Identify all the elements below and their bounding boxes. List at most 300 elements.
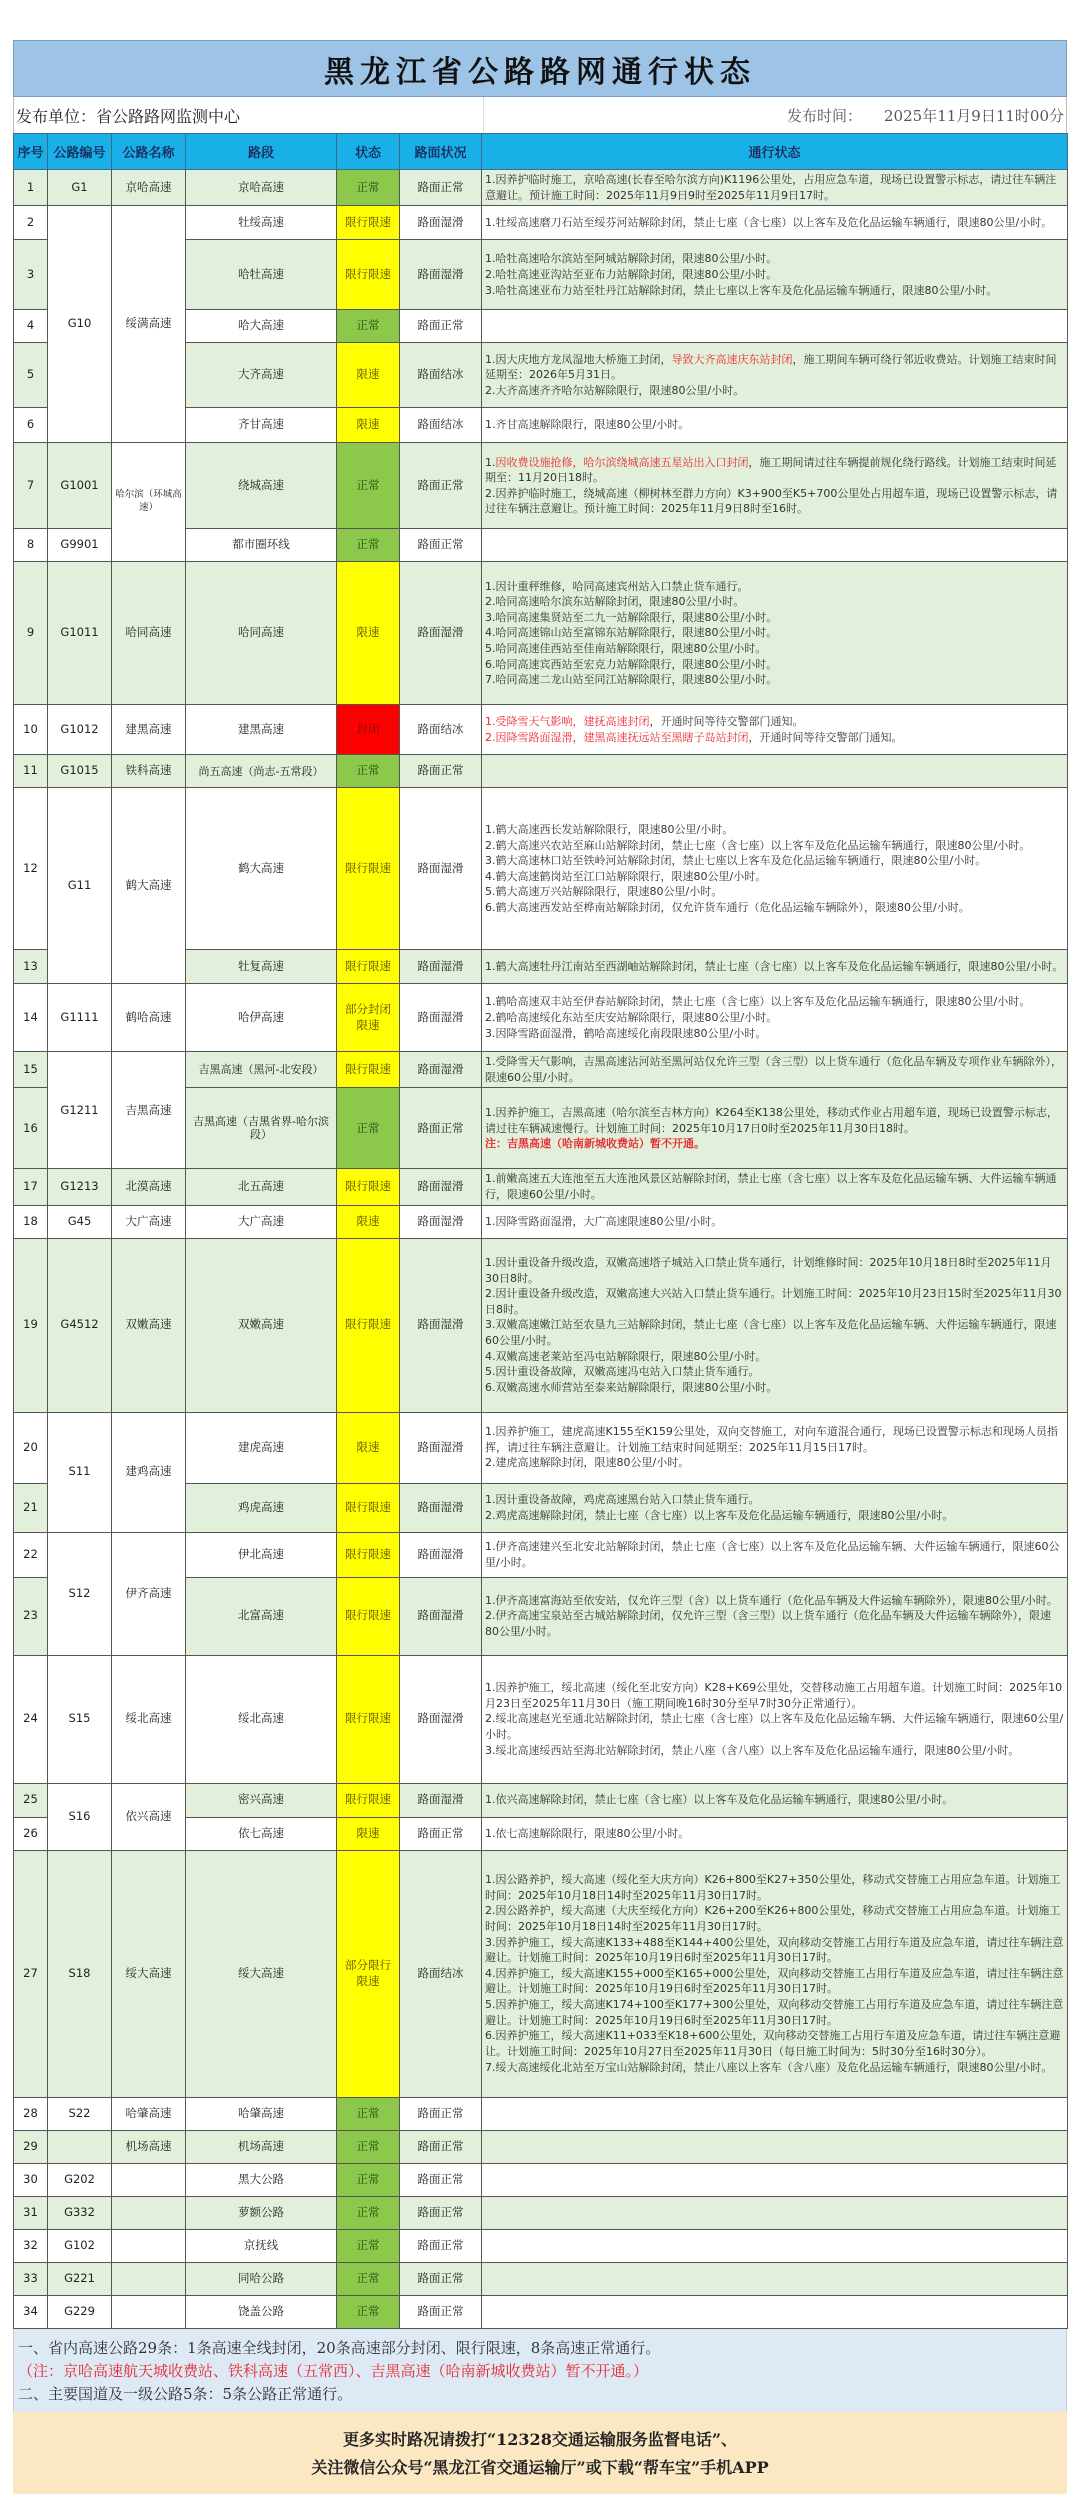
note-line: 1.哈牡高速哈尔滨站至阿城站解除封闭，限速80公里/小时。 bbox=[485, 252, 778, 266]
traffic-notes bbox=[482, 2295, 1068, 2328]
traffic-notes bbox=[482, 705, 1068, 755]
status-badge: 正常 bbox=[337, 1088, 400, 1169]
table-row bbox=[14, 1412, 1068, 1483]
traffic-notes bbox=[482, 1655, 1068, 1783]
status-badge: 限速 bbox=[337, 1412, 400, 1483]
surface-condition: 路面结冰 bbox=[400, 343, 482, 408]
note-text: ，施工期间车辆可绕行邻近收费站。计划施工结束时间延期至：2026年5月31日。 bbox=[485, 352, 1057, 382]
row-no: 19 bbox=[14, 1238, 48, 1412]
road-section: 鹤大高速 bbox=[186, 788, 337, 950]
road-code: G1015 bbox=[48, 755, 112, 788]
road-name: 铁科高速 bbox=[112, 755, 186, 788]
footer-wechat-app: 关注微信公众号“黑龙江省交通运输厅”或下载“帮车宝”手机APP bbox=[311, 2458, 769, 2478]
publish-time-value: 2025年11月9日11时00分 bbox=[884, 106, 1064, 125]
note-highlight: 导致大齐高速庆东站封闭 bbox=[671, 352, 793, 366]
surface-condition: 路面正常 bbox=[400, 2295, 482, 2328]
table-row bbox=[14, 755, 1068, 788]
table-row bbox=[14, 2097, 1068, 2130]
status-badge: 部分限行限速 bbox=[337, 1850, 400, 2097]
road-section: 双嫩高速 bbox=[186, 1238, 337, 1412]
table-row bbox=[14, 562, 1068, 705]
road-code: G1012 bbox=[48, 705, 112, 755]
note-text: ，施工期间请过往车辆提前规化绕行路线。计划施工结束时间延期至：11月20日18时。 bbox=[485, 455, 1057, 485]
table-row bbox=[14, 1532, 1068, 1577]
road-name bbox=[112, 2163, 186, 2196]
row-no: 24 bbox=[14, 1655, 48, 1783]
road-section: 黑大公路 bbox=[186, 2163, 337, 2196]
traffic-notes bbox=[482, 2163, 1068, 2196]
note-line: 2.因计重设备升级改造，双嫩高速大兴站入口禁止货车通行。计划施工时间：2025年10月23日15时至2025年11月30日8时。 bbox=[485, 1287, 1062, 1316]
note-line: 1.受降雪天气影响，吉黑高速沾河站至黑河站仅允许三型（含三型）以上货车通行（危化品车辆及专项作业车辆除外），限速60公里/小时。 bbox=[485, 1055, 1062, 1084]
surface-condition: 路面湿滑 bbox=[400, 1783, 482, 1817]
road-status-table bbox=[13, 133, 1068, 2329]
row-no: 12 bbox=[14, 788, 48, 950]
surface-condition: 路面湿滑 bbox=[400, 950, 482, 984]
note-line: 4.双嫩高速老莱站至冯屯站解除限行，限速80公里/小时。 bbox=[485, 1349, 767, 1363]
traffic-notes bbox=[482, 343, 1068, 408]
road-section: 哈伊高速 bbox=[186, 984, 337, 1052]
note-line: 1.鹤大高速西长发站解除限行，限速80公里/小时。 bbox=[485, 822, 734, 836]
row-no: 6 bbox=[14, 408, 48, 443]
note-line: 6.哈同高速宾西站至宏克力站解除限行，限速80公里/小时。 bbox=[485, 657, 778, 671]
status-badge: 限行限速 bbox=[337, 1655, 400, 1783]
note-line: 1.因养护施工，建虎高速K155至K159公里处，双向交替施工，对向车道混合通行，现场已设置警示标志和现场人员指挥，请过往车辆注意避让。计划施工结束时间延期至：2025年11月15日17时。 bbox=[485, 1425, 1058, 1454]
surface-condition: 路面正常 bbox=[400, 2097, 482, 2130]
surface-condition: 路面湿滑 bbox=[400, 206, 482, 240]
status-badge: 限行限速 bbox=[337, 950, 400, 984]
status-badge: 封闭 bbox=[337, 705, 400, 755]
surface-condition: 路面湿滑 bbox=[400, 1238, 482, 1412]
note-line bbox=[485, 455, 1064, 486]
road-name: 机场高速 bbox=[112, 2130, 186, 2163]
table-row bbox=[14, 2229, 1068, 2262]
col-header-notes: 通行状态 bbox=[482, 134, 1068, 170]
road-section: 绥北高速 bbox=[186, 1655, 337, 1783]
road-section: 伊北高速 bbox=[186, 1532, 337, 1577]
table-row bbox=[14, 1850, 1068, 2097]
status-badge: 限行限速 bbox=[337, 1052, 400, 1088]
note-line: 5.哈同高速佳西站至佳南站解除限行，限速80公里/小时。 bbox=[485, 642, 767, 656]
row-no: 34 bbox=[14, 2295, 48, 2328]
road-section: 齐甘高速 bbox=[186, 408, 337, 443]
road-section: 依七高速 bbox=[186, 1817, 337, 1850]
note-line: 1.因公路养护，绥大高速（绥化至大庆方向）K26+800至K27+350公里处，移动式交替施工占用应急车道。计划施工时间：2025年10月18日14时至2025年11月30日17时。 bbox=[485, 1873, 1061, 1902]
surface-condition: 路面湿滑 bbox=[400, 1412, 482, 1483]
traffic-notes bbox=[482, 443, 1068, 529]
note-text: 1. bbox=[485, 455, 496, 469]
road-section: 萝额公路 bbox=[186, 2196, 337, 2229]
col-header-status: 状态 bbox=[337, 134, 400, 170]
note-line: 7.哈同高速二龙山站至同江站解除限行，限速80公里/小时。 bbox=[485, 673, 778, 687]
summary-expressway: 一、省内高速公路29条：1条高速全线封闭，20条高速部分封闭、限行限速，8条高速正常通行。 bbox=[18, 2338, 661, 2357]
table-row bbox=[14, 1238, 1068, 1412]
row-no: 25 bbox=[14, 1783, 48, 1817]
status-badge: 限速 bbox=[337, 562, 400, 705]
note-line: 1.伊齐高速富海站至依安站，仅允许三型（含）以上货车通行（危化品车辆及大件运输车辆除外），限速80公里/小时。 bbox=[485, 1593, 1058, 1607]
traffic-notes bbox=[482, 240, 1068, 310]
road-code: G221 bbox=[48, 2262, 112, 2295]
road-name: 绥大高速 bbox=[112, 1850, 186, 2097]
note-line: 7.绥大高速绥化北站至万宝山站解除封闭，禁止八座以上客车（含八座）及危化品运输车辆通行，限速80公里/小时。 bbox=[485, 2060, 1053, 2074]
surface-condition: 路面正常 bbox=[400, 443, 482, 529]
status-badge: 限行限速 bbox=[337, 1783, 400, 1817]
traffic-notes bbox=[482, 1169, 1068, 1205]
road-name: 哈肇高速 bbox=[112, 2097, 186, 2130]
note-line: 2.哈同高速哈尔滨东站解除封闭，限速80公里/小时。 bbox=[485, 595, 745, 609]
surface-condition: 路面正常 bbox=[400, 529, 482, 562]
traffic-notes bbox=[482, 1238, 1068, 1412]
road-section: 哈肇高速 bbox=[186, 2097, 337, 2130]
surface-condition: 路面正常 bbox=[400, 2262, 482, 2295]
surface-condition: 路面湿滑 bbox=[400, 1577, 482, 1655]
surface-condition: 路面正常 bbox=[400, 170, 482, 206]
traffic-notes bbox=[482, 755, 1068, 788]
traffic-notes bbox=[482, 529, 1068, 562]
col-header-no: 序号 bbox=[14, 134, 48, 170]
row-no: 29 bbox=[14, 2130, 48, 2163]
status-badge: 正常 bbox=[337, 2097, 400, 2130]
note-line: 2.鹤大高速兴农站至麻山站解除封闭，禁止七座（含七座）以上客车及危化品运输车辆通行，限速80公里/小时。 bbox=[485, 838, 1031, 852]
row-no: 5 bbox=[14, 343, 48, 408]
table-row bbox=[14, 2262, 1068, 2295]
row-no: 3 bbox=[14, 240, 48, 310]
note-line: 2.鸡虎高速解除封闭，禁止七座（含七座）以上客车及危化品运输车辆通行，限速80公里/小时。 bbox=[485, 1508, 954, 1522]
row-no: 9 bbox=[14, 562, 48, 705]
table-row bbox=[14, 170, 1068, 206]
note-line: 6.双嫩高速水师营站至泰来站解除限行，限速80公里/小时。 bbox=[485, 1380, 778, 1394]
road-code: G4512 bbox=[48, 1238, 112, 1412]
status-badge: 限行限速 bbox=[337, 240, 400, 310]
note-line: 3.鹤大高速林口站至铁岭河站解除封闭，禁止七座以上客车及危化品运输车辆通行，限速80公里/小时。 bbox=[485, 854, 987, 868]
road-name: 建黑高速 bbox=[112, 705, 186, 755]
note-text: ，开通时间等待交警部门通知。 bbox=[649, 715, 804, 729]
road-name: 鹤大高速 bbox=[112, 788, 186, 984]
note-line: 2.伊齐高速宝泉站至古城站解除封闭，仅允许三型（含三型）以上货车通行（危化品车辆及大件运输车辆除外），限速80公里/小时。 bbox=[485, 1609, 1051, 1638]
road-section: 鸡虎高速 bbox=[186, 1483, 337, 1532]
status-badge: 限行限速 bbox=[337, 1483, 400, 1532]
summary-closure-note: （注：京哈高速航天城收费站、铁科高速（五常西）、吉黑高速（哈南新城收费站）暂不开通。） bbox=[18, 2361, 649, 2380]
publisher-row bbox=[13, 97, 1067, 133]
row-no: 16 bbox=[14, 1088, 48, 1169]
road-code: S11 bbox=[48, 1412, 112, 1532]
road-section: 京哈高速 bbox=[186, 170, 337, 206]
note-line: 4.哈同高速锦山站至富锦东站解除限行，限速80公里/小时。 bbox=[485, 626, 778, 640]
note-line: 4.鹤大高速鹤岗站至江口站解除限行，限速80公里/小时。 bbox=[485, 869, 767, 883]
traffic-notes bbox=[482, 1817, 1068, 1850]
status-badge: 正常 bbox=[337, 2229, 400, 2262]
col-header-code: 公路编号 bbox=[48, 134, 112, 170]
road-name: 哈尔滨（环城高速） bbox=[112, 443, 186, 562]
traffic-notes bbox=[482, 2262, 1068, 2295]
road-section: 哈同高速 bbox=[186, 562, 337, 705]
road-code: S12 bbox=[48, 1532, 112, 1655]
row-no: 13 bbox=[14, 950, 48, 984]
road-code: G10 bbox=[48, 206, 112, 443]
row-no: 32 bbox=[14, 2229, 48, 2262]
road-name: 北漠高速 bbox=[112, 1169, 186, 1205]
note-line: 1.因养护施工，吉黑高速（哈尔滨至吉林方向）K264至K138公里处，移动式作业占用超车道，现场已设置警示标志，请过往车辆减速慢行。计划施工时间：2025年10月17日0时至2025年11月30日18时。 bbox=[485, 1106, 1058, 1135]
status-badge: 正常 bbox=[337, 755, 400, 788]
row-no: 18 bbox=[14, 1205, 48, 1238]
note-line: 3.因养护施工，绥大高速K133+488至K144+400公里处，双向移动交替施工占用行车道及应急车道，请过往车辆注意避让。计划施工时间：2025年10月19日6时至2025年11月30日17时。 bbox=[485, 1935, 1064, 1965]
road-name: 吉黑高速 bbox=[112, 1052, 186, 1169]
note-line: 1.依七高速解除限行，限速80公里/小时。 bbox=[485, 1826, 690, 1840]
note-line: 5.鹤大高速万兴站解除限行，限速80公里/小时。 bbox=[485, 885, 723, 899]
note-line: 1.前嫩高速五大连池至五大连池风景区站解除封闭，禁止七座（含七座）以上客车及危化品运输车辆、大件运输车辆通行，限速60公里/小时。 bbox=[485, 1172, 1057, 1202]
traffic-notes bbox=[482, 562, 1068, 705]
road-section: 牡复高速 bbox=[186, 950, 337, 984]
note-line: 2.哈牡高速亚沟站至亚布力站解除封闭，限速80公里/小时。 bbox=[485, 267, 778, 281]
table-row bbox=[14, 2295, 1068, 2328]
status-badge: 部分封闭限速 bbox=[337, 984, 400, 1052]
table-row bbox=[14, 705, 1068, 755]
surface-condition: 路面正常 bbox=[400, 2130, 482, 2163]
road-name bbox=[112, 2196, 186, 2229]
road-code: G11 bbox=[48, 788, 112, 984]
note-line: 3.因降雪路面湿滑，鹤哈高速绥化南段限速80公里/小时。 bbox=[485, 1026, 767, 1040]
note-line bbox=[485, 352, 1064, 383]
surface-condition: 路面正常 bbox=[400, 2229, 482, 2262]
road-code: G1 bbox=[48, 170, 112, 206]
table-row bbox=[14, 443, 1068, 529]
road-section: 同哈公路 bbox=[186, 2262, 337, 2295]
traffic-notes bbox=[482, 2130, 1068, 2163]
row-no: 20 bbox=[14, 1412, 48, 1483]
table-row bbox=[14, 1169, 1068, 1205]
traffic-notes bbox=[482, 1205, 1068, 1238]
road-name: 依兴高速 bbox=[112, 1783, 186, 1850]
note-text: 1.因大庆地方龙凤湿地大桥施工封闭， bbox=[485, 352, 672, 366]
note-line: 5.因计重设备故障，双嫩高速冯屯站入口禁止货车通行。 bbox=[485, 1365, 760, 1379]
publish-time bbox=[484, 97, 1066, 133]
row-no: 14 bbox=[14, 984, 48, 1052]
surface-condition: 路面正常 bbox=[400, 2163, 482, 2196]
status-badge: 限速 bbox=[337, 343, 400, 408]
note-line: 1.因养护临时施工，京哈高速(长春至哈尔滨方向)K1196公里处，占用应急车道，现场已设置警示标志，请过往车辆注意避让。预计施工时间：2025年11月9日9时至2025年11月9日17时。 bbox=[485, 173, 1057, 202]
col-header-section: 路段 bbox=[186, 134, 337, 170]
note-line: 1.因养护施工，绥北高速（绥化至北安方向）K28+K69公里处，交替移动施工占用超车道。计划施工时间：2025年10月23日至2025年11月30日（施工期间晚16时30分至早7时30分正常通行）。 bbox=[485, 1681, 1063, 1710]
note-line: 1.伊齐高速建兴至北安北站解除封闭，禁止七座（含七座）以上客车及危化品运输车辆、大件运输车辆通行，限速60公里/小时。 bbox=[485, 1540, 1060, 1569]
surface-condition: 路面湿滑 bbox=[400, 1532, 482, 1577]
row-no: 17 bbox=[14, 1169, 48, 1205]
traffic-notes bbox=[482, 1783, 1068, 1817]
note-line: 2.大齐高速齐齐哈尔站解除限行，限速80公里/小时。 bbox=[485, 384, 745, 398]
surface-condition: 路面正常 bbox=[400, 1088, 482, 1169]
status-badge: 正常 bbox=[337, 529, 400, 562]
note-line: 1.鹤哈高速双丰站至伊春站解除封闭，禁止七座（含七座）以上客车及危化品运输车辆通行，限速80公里/小时。 bbox=[485, 995, 1031, 1009]
col-header-surface: 路面状况 bbox=[400, 134, 482, 170]
traffic-notes bbox=[482, 950, 1068, 984]
row-no: 28 bbox=[14, 2097, 48, 2130]
row-no: 8 bbox=[14, 529, 48, 562]
note-line: 4.因养护施工，绥大高速K155+000至K165+000公里处，双向移动交替施工占用行车道及应急车道，请过往车辆注意避让。计划施工时间：2025年10月19日6时至2025年11月30日17时。 bbox=[485, 1966, 1064, 1996]
traffic-notes bbox=[482, 984, 1068, 1052]
traffic-notes bbox=[482, 408, 1068, 443]
row-no: 21 bbox=[14, 1483, 48, 1532]
row-no: 27 bbox=[14, 1850, 48, 2097]
note-line bbox=[485, 714, 1064, 730]
row-no: 33 bbox=[14, 2262, 48, 2295]
road-name bbox=[112, 2295, 186, 2328]
surface-condition: 路面结冰 bbox=[400, 1850, 482, 2097]
table-row bbox=[14, 2163, 1068, 2196]
status-badge: 限速 bbox=[337, 1817, 400, 1850]
surface-condition: 路面湿滑 bbox=[400, 1655, 482, 1783]
summary-national-roads: 二、主要国道及一级公路5条：5条公路正常通行。 bbox=[18, 2385, 353, 2404]
road-code: G202 bbox=[48, 2163, 112, 2196]
traffic-notes bbox=[482, 1850, 1068, 2097]
road-name: 京哈高速 bbox=[112, 170, 186, 206]
row-no: 1 bbox=[14, 170, 48, 206]
traffic-notes bbox=[482, 1088, 1068, 1169]
road-code: S22 bbox=[48, 2097, 112, 2130]
row-no: 2 bbox=[14, 206, 48, 240]
table-row bbox=[14, 788, 1068, 950]
road-name: 哈同高速 bbox=[112, 562, 186, 705]
note-line: 2.鹤哈高速绥化东站至庆安站解除限行，限速80公里/小时。 bbox=[485, 1010, 778, 1024]
table-row bbox=[14, 1205, 1068, 1238]
road-section: 吉黑高速（黑河-北安段） bbox=[186, 1052, 337, 1088]
table-row bbox=[14, 984, 1068, 1052]
road-section: 吉黑高速（吉黑省界-哈尔滨段） bbox=[186, 1088, 337, 1169]
road-section: 绥大高速 bbox=[186, 1850, 337, 2097]
note-line: 2.建虎高速解除封闭，限速80公里/小时。 bbox=[485, 1456, 690, 1470]
traffic-notes bbox=[482, 1577, 1068, 1655]
road-code: G229 bbox=[48, 2295, 112, 2328]
note-line: 3.绥北高速绥西站至海北站解除封闭，禁止八座（含八座）以上客车及危化品运输车通行，限速80公里/小时。 bbox=[485, 1743, 1020, 1757]
status-badge: 限行限速 bbox=[337, 1532, 400, 1577]
road-code: G1011 bbox=[48, 562, 112, 705]
note-highlight: 受降雪天气影响，建抚高速封闭 bbox=[495, 715, 650, 729]
table-row bbox=[14, 1052, 1068, 1088]
traffic-notes bbox=[482, 1412, 1068, 1483]
note-line: 3.哈同高速集贤站至二九一站解除限行，限速80公里/小时。 bbox=[485, 610, 778, 624]
status-badge: 限行限速 bbox=[337, 206, 400, 240]
footer-hotline: 更多实时路况请拨打“12328交通运输服务监督电话”、 bbox=[342, 2430, 738, 2450]
status-badge: 正常 bbox=[337, 2163, 400, 2196]
road-name: 绥北高速 bbox=[112, 1655, 186, 1783]
closure-note: 注：吉黑高速（哈南新城收费站）暂不开通。 bbox=[485, 1137, 705, 1151]
road-section: 北五高速 bbox=[186, 1169, 337, 1205]
row-no: 30 bbox=[14, 2163, 48, 2196]
traffic-status-sheet bbox=[13, 40, 1067, 2494]
traffic-notes bbox=[482, 1483, 1068, 1532]
surface-condition: 路面湿滑 bbox=[400, 1483, 482, 1532]
row-no: 4 bbox=[14, 310, 48, 343]
status-badge: 正常 bbox=[337, 2196, 400, 2229]
road-code bbox=[48, 2130, 112, 2163]
road-section: 绕城高速 bbox=[186, 443, 337, 529]
road-code: S16 bbox=[48, 1783, 112, 1850]
road-code: G1211 bbox=[48, 1052, 112, 1169]
row-no: 7 bbox=[14, 443, 48, 529]
row-no: 10 bbox=[14, 705, 48, 755]
status-badge: 正常 bbox=[337, 2262, 400, 2295]
note-line: 1.鹤大高速牡丹江南站至西湖岫站解除封闭，禁止七座（含七座）以上客车及危化品运输车辆通行，限速80公里/小时。 bbox=[485, 959, 1064, 973]
note-line: 1.因计重设备升级改造，双嫩高速塔子城站入口禁止货车通行，计划维修时间：2025年10月18日8时至2025年11月30日8时。 bbox=[485, 1255, 1052, 1285]
road-code: S15 bbox=[48, 1655, 112, 1783]
surface-condition: 路面结冰 bbox=[400, 705, 482, 755]
note-line: 1.因降雪路面湿滑，大广高速限速80公里/小时。 bbox=[485, 1214, 723, 1228]
page-title: 黑龙江省公路路网通行状态 bbox=[324, 54, 756, 90]
road-name: 伊齐高速 bbox=[112, 1532, 186, 1655]
table-row bbox=[14, 2196, 1068, 2229]
road-section: 大广高速 bbox=[186, 1205, 337, 1238]
note-line: 1.齐甘高速解除限行，限速80公里/小时。 bbox=[485, 418, 690, 432]
road-name bbox=[112, 2262, 186, 2295]
road-code: G45 bbox=[48, 1205, 112, 1238]
row-no: 22 bbox=[14, 1532, 48, 1577]
note-text: ，开通时间等待交警部门通知。 bbox=[748, 730, 903, 744]
road-section: 北富高速 bbox=[186, 1577, 337, 1655]
note-line: 3.双嫩高速嫩江站至农垦九三站解除封闭，禁止七座（含七座）以上客车及危化品运输车辆、大件运输车辆通行，限速60公里/小时。 bbox=[485, 1318, 1057, 1347]
road-section: 饶盖公路 bbox=[186, 2295, 337, 2328]
table-row bbox=[14, 1655, 1068, 1783]
road-name: 大广高速 bbox=[112, 1205, 186, 1238]
road-section: 都市圈环线 bbox=[186, 529, 337, 562]
traffic-notes bbox=[482, 1052, 1068, 1088]
road-section: 大齐高速 bbox=[186, 343, 337, 408]
surface-condition: 路面湿滑 bbox=[400, 984, 482, 1052]
surface-condition: 路面湿滑 bbox=[400, 788, 482, 950]
surface-condition: 路面湿滑 bbox=[400, 562, 482, 705]
status-badge: 限行限速 bbox=[337, 1169, 400, 1205]
note-line: 2.绥北高速赵光至通北站解除封闭，禁止七座（含七座）以上客车及危化品运输车辆、大件运输车辆通行，限速60公里/小时。 bbox=[485, 1712, 1064, 1741]
status-badge: 限行限速 bbox=[337, 788, 400, 950]
note-line: 1.因计重秤维修，哈同高速宾州站入口禁止货车通行。 bbox=[485, 579, 749, 593]
traffic-notes bbox=[482, 788, 1068, 950]
table-row bbox=[14, 206, 1068, 240]
surface-condition: 路面湿滑 bbox=[400, 1205, 482, 1238]
note-highlight: 因收费设施抢修，哈尔滨绕城高速五星站出入口封闭 bbox=[495, 455, 749, 469]
traffic-notes bbox=[482, 2196, 1068, 2229]
road-name: 建鸡高速 bbox=[112, 1412, 186, 1532]
surface-condition: 路面湿滑 bbox=[400, 1169, 482, 1205]
road-section: 建虎高速 bbox=[186, 1412, 337, 1483]
road-name: 鹤哈高速 bbox=[112, 984, 186, 1052]
road-name: 双嫩高速 bbox=[112, 1238, 186, 1412]
road-name bbox=[112, 2229, 186, 2262]
publish-time-label: 发布时间： bbox=[787, 106, 863, 125]
road-section: 哈大高速 bbox=[186, 310, 337, 343]
traffic-notes bbox=[482, 1532, 1068, 1577]
road-code: G1001 bbox=[48, 443, 112, 529]
surface-condition: 路面结冰 bbox=[400, 408, 482, 443]
status-badge: 限行限速 bbox=[337, 1577, 400, 1655]
note-line: 2.因养护临时施工，绕城高速（柳树林至群力方向）K3+900至K5+700公里处占用超车道，现场已设置警示标志，请过往车辆注意避让。预计施工时间：2025年11月9日8时至16时。 bbox=[485, 486, 1058, 516]
col-header-name: 公路名称 bbox=[112, 134, 186, 170]
status-badge: 限速 bbox=[337, 1205, 400, 1238]
traffic-notes bbox=[482, 2229, 1068, 2262]
note-line: 1.依兴高速解除封闭，禁止七座（含七座）以上客车及危化品运输车辆通行，限速80公里/小时。 bbox=[485, 1793, 954, 1807]
status-badge: 正常 bbox=[337, 310, 400, 343]
note-number: 1. bbox=[485, 715, 496, 729]
status-badge: 正常 bbox=[337, 443, 400, 529]
status-badge: 限行限速 bbox=[337, 1238, 400, 1412]
road-section: 尚五高速（尚志-五常段） bbox=[186, 755, 337, 788]
row-no: 23 bbox=[14, 1577, 48, 1655]
surface-condition: 路面正常 bbox=[400, 310, 482, 343]
status-badge: 正常 bbox=[337, 2295, 400, 2328]
road-code: G102 bbox=[48, 2229, 112, 2262]
surface-condition: 路面湿滑 bbox=[400, 240, 482, 310]
note-line: 3.哈牡高速亚布力站至牡丹江站解除封闭，禁止七座以上客车及危化品运输车辆通行，限速80公里/小时。 bbox=[485, 283, 998, 297]
table-header-row bbox=[14, 134, 1068, 170]
footer-contact bbox=[13, 2412, 1067, 2494]
row-no: 31 bbox=[14, 2196, 48, 2229]
row-no: 11 bbox=[14, 755, 48, 788]
road-section: 哈牡高速 bbox=[186, 240, 337, 310]
